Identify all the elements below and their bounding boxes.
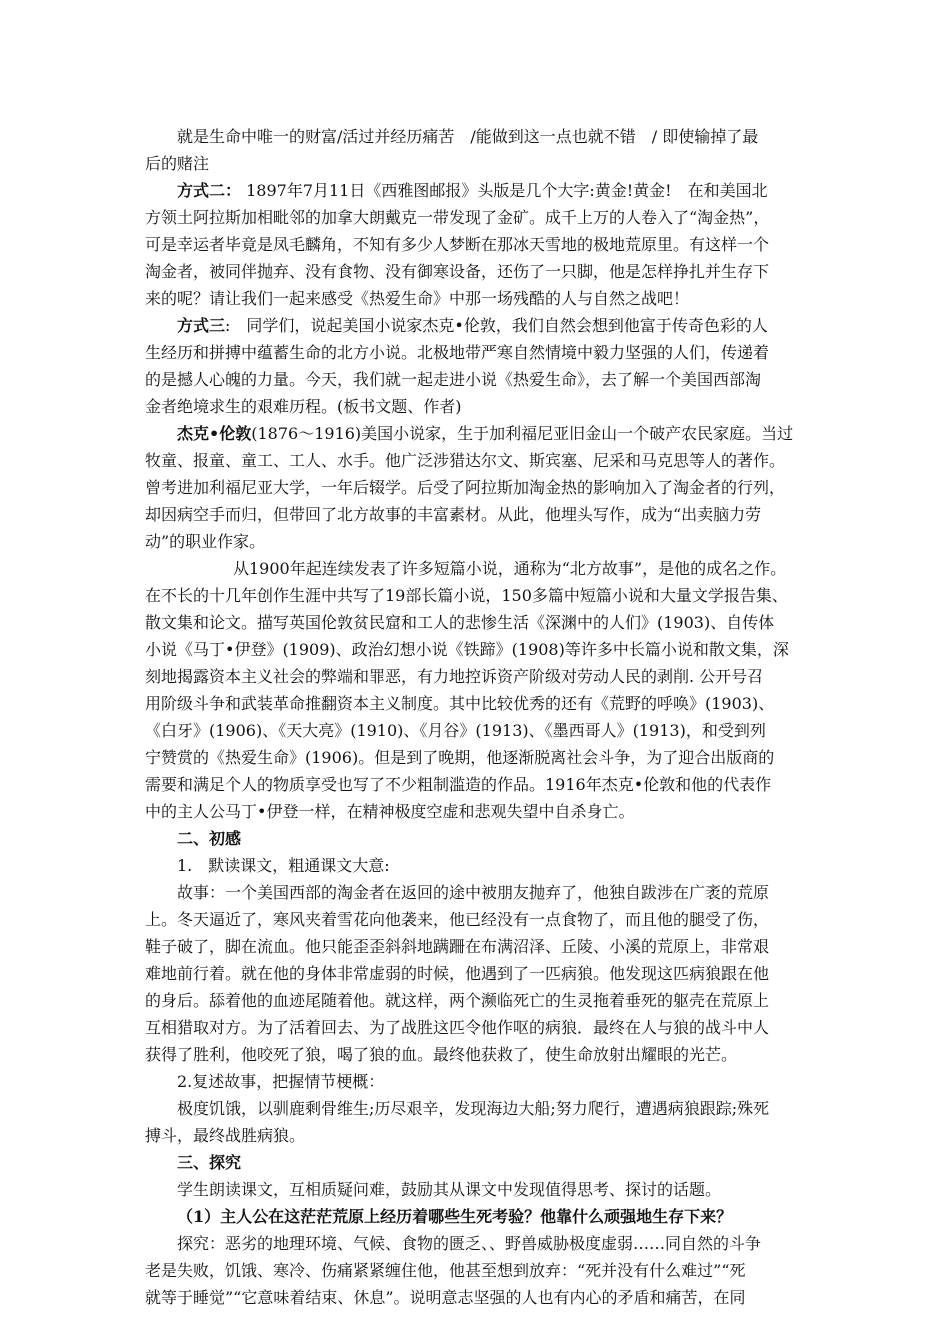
line-text: 《白牙》(1906)、《天大亮》(1910)、《月谷》(1913)、《墨西哥人》(1913)，和受到列	[145, 721, 766, 740]
line-text: 生经历和拼搏中蕴蓄生命的北方小说。北极地带严寒自然情境中毅力坚强的人们，传递着	[145, 343, 770, 362]
text-line	[145, 123, 810, 150]
line-text: 刻地揭露资本主义社会的弊端和罪恶，有力地控诉资产阶级对劳动人民的剥削. 公开号召	[145, 667, 764, 686]
line-text: 搏斗，最终战胜病狼。	[145, 1126, 306, 1145]
line-text: 就是生命中唯一的财富/活过并经历痛苦 /能做到这一点也就不错 / 即使输掉了最	[177, 127, 759, 146]
text-line	[145, 420, 810, 447]
text-line	[145, 690, 810, 717]
text-line	[145, 231, 810, 258]
line-text: 宁赞赏的《热爱生命》(1906)。但是到了晚期，他逐渐脱离社会斗争，为了迎合出版商的	[145, 748, 775, 767]
text-line	[145, 1095, 810, 1122]
line-text: 中的主人公马丁•伊登一样，在精神极度空虚和悲观失望中自杀身亡。	[145, 802, 635, 821]
line-text: 1. 默读课文，粗通课文大意:	[177, 856, 390, 875]
text-line	[145, 906, 810, 933]
text-line	[145, 609, 810, 636]
text-line	[145, 582, 810, 609]
line-text: 散文集和论文。描写英国伦敦贫民窟和工人的悲惨生活《深渊中的人们》(1903)、自传体	[145, 613, 775, 632]
text-line	[145, 636, 810, 663]
line-text: 2.复述故事，把握情节梗概：	[177, 1072, 385, 1091]
line-text: 老是失败，饥饿、寒冷、伤痛紧紧缠住他，他甚至想到放弃：“死并没有什么难过”“死	[145, 1261, 746, 1280]
line-text: 可是幸运者毕竟是凤毛麟角，不知有多少人梦断在那冰天雪地的极地荒原里。有这样一个	[145, 235, 770, 254]
text-line	[145, 1203, 810, 1230]
line-text: 小说《马丁•伊登》(1909)、政治幻想小说《铁蹄》(1908)等许多中长篇小说和散文集，深	[145, 640, 789, 659]
text-line	[145, 825, 810, 852]
line-text: 淘金者，被同伴抛弃、没有食物、没有御寒设备，还伤了一只脚，他是怎样挣扎并生存下	[145, 262, 770, 281]
line-text: 鞋子破了，脚在流血。他只能歪歪斜斜地蹒跚在布满沼泽、丘陵、小溪的荒原上，非常艰	[145, 937, 770, 956]
line-text: 后的赌注	[145, 154, 210, 173]
line-text: 难地前行着。就在他的身体非常虚弱的时候，他遇到了一匹病狼。他发现这匹病狼跟在他	[145, 964, 770, 983]
line-text: 故事：一个美国西部的淘金者在返回的途中被朋友抛弃了，他独自跋涉在广袤的荒原	[177, 883, 770, 902]
text-line	[145, 663, 810, 690]
text-line	[145, 879, 810, 906]
line-text: 来的呢？请让我们一起来感受《热爱生命》中那一场残酷的人与自然之战吧！	[145, 289, 690, 308]
bold-label: 方式三	[177, 316, 226, 335]
bold-label: 二、初感	[177, 829, 242, 848]
line-text: 互相猎取对方。为了活着回去、为了战胜这匹令他作呕的病狼．最终在人与狼的战斗中人	[145, 1018, 770, 1037]
text-line	[145, 744, 810, 771]
line-text: (1876～1916)美国小说家，生于加利福尼亚旧金山一个破产农民家庭。当过	[251, 424, 794, 443]
text-line	[145, 960, 810, 987]
text-line	[145, 447, 810, 474]
line-text: 用阶级斗争和武装革命推翻资本主义制度。其中比较优秀的还有《荒野的呼唤》(1903)、	[145, 694, 775, 713]
text-line	[145, 1041, 810, 1068]
line-text: 极度饥饿，以驯鹿剩骨维生;历尽艰辛，发现海边大船;努力爬行，遭遇病狼跟踪;殊死	[177, 1099, 770, 1118]
line-text: 牧童、报童、童工、工人、水手。他广泛涉猎达尔文、斯宾塞、尼采和马克思等人的著作。	[145, 451, 786, 470]
line-text: 1897年7月11日《西雅图邮报》头版是几个大字:黄金!黄金! 在和美国北	[241, 181, 768, 200]
text-line	[145, 1014, 810, 1041]
line-text: 获得了胜利，他咬死了狼，喝了狼的血。最终他获救了，使生命放射出耀眼的光芒。	[145, 1045, 738, 1064]
line-text: 方领土阿拉斯加相毗邻的加拿大朗戴克一带发现了金矿。成千上万的人卷入了“淘金热”，	[145, 208, 770, 227]
text-line	[145, 1176, 810, 1203]
line-text: 金者绝境求生的艰难历程。(板书文题、作者)	[145, 397, 462, 416]
line-text: 曾考进加利福尼亚大学，一年后辍学。后受了阿拉斯加淘金热的影响加入了淘金者的行列，	[145, 478, 786, 497]
bold-label: 方式二：	[177, 181, 242, 200]
text-line	[145, 717, 810, 744]
bold-label: 杰克•伦敦	[177, 424, 252, 443]
text-line	[145, 1230, 810, 1257]
line-text: 学生朗读课文，互相质疑问难，鼓励其从课文中发现值得思考、探讨的话题。	[177, 1180, 722, 1199]
text-line	[145, 285, 810, 312]
text-line	[145, 150, 810, 177]
text-line	[145, 366, 810, 393]
line-text: 的身后。舔着他的血迹尾随着他。就这样，两个濒临死亡的生灵拖着垂死的躯壳在荒原上	[145, 991, 770, 1010]
text-line	[145, 528, 810, 555]
text-line	[145, 555, 810, 582]
line-text: 却因病空手而归，但带回了北方故事的丰富素材。从此，他埋头写作，成为“出卖脑力劳	[145, 505, 762, 524]
text-line	[145, 987, 810, 1014]
text-line	[145, 933, 810, 960]
line-text: 在不长的十几年创作生涯中共写了19部长篇小说，150多篇中短篇小说和大量文学报告集、	[145, 586, 788, 605]
line-text: : 同学们，说起美国小说家杰克•伦敦，我们自然会想到他富于传奇色彩的人	[225, 316, 768, 335]
text-line	[145, 501, 810, 528]
line-text: 从1900年起连续发表了许多短篇小说，通称为“北方故事”，是他的成名之作。	[233, 559, 787, 578]
line-text: 就等于睡觉”“它意味着结束、休息”。说明意志坚强的人也有内心的矛盾和痛苦，在同	[145, 1288, 746, 1307]
line-text: 的是撼人心魄的力量。今天，我们就一起走进小说《热爱生命》，去了解一个美国西部淘	[145, 370, 762, 389]
line-text: 探究：恶劣的地理环境、气候、食物的匮乏、、野兽威胁极度虚弱……同自然的斗争	[177, 1234, 762, 1253]
text-line	[145, 1068, 810, 1095]
line-text: 动”的职业作家。	[145, 532, 266, 551]
text-line	[145, 1122, 810, 1149]
text-line	[145, 258, 810, 285]
text-line	[145, 852, 810, 879]
text-line	[145, 474, 810, 501]
line-text: 需要和满足个人的物质享受也写了不少粗制滥造的作品。1916年杰克•伦敦和他的代表作	[145, 775, 772, 794]
text-line	[145, 312, 810, 339]
bold-label: 三、探究	[177, 1153, 242, 1172]
text-line	[145, 798, 810, 825]
text-line	[145, 393, 810, 420]
text-line	[145, 1149, 810, 1176]
bold-label: （1）主人公在这茫茫荒原上经历着哪些生死考验？他靠什么顽强地生存下来？	[177, 1207, 733, 1226]
text-line	[145, 204, 810, 231]
text-line	[145, 177, 810, 204]
line-text: 上。冬天逼近了，寒风夹着雪花向他袭来，他已经没有一点食物了，而且他的腿受了伤，	[145, 910, 770, 929]
text-line	[145, 1257, 810, 1284]
text-line	[145, 339, 810, 366]
document-page	[145, 123, 810, 1311]
text-line	[145, 771, 810, 798]
text-line	[145, 1284, 810, 1311]
